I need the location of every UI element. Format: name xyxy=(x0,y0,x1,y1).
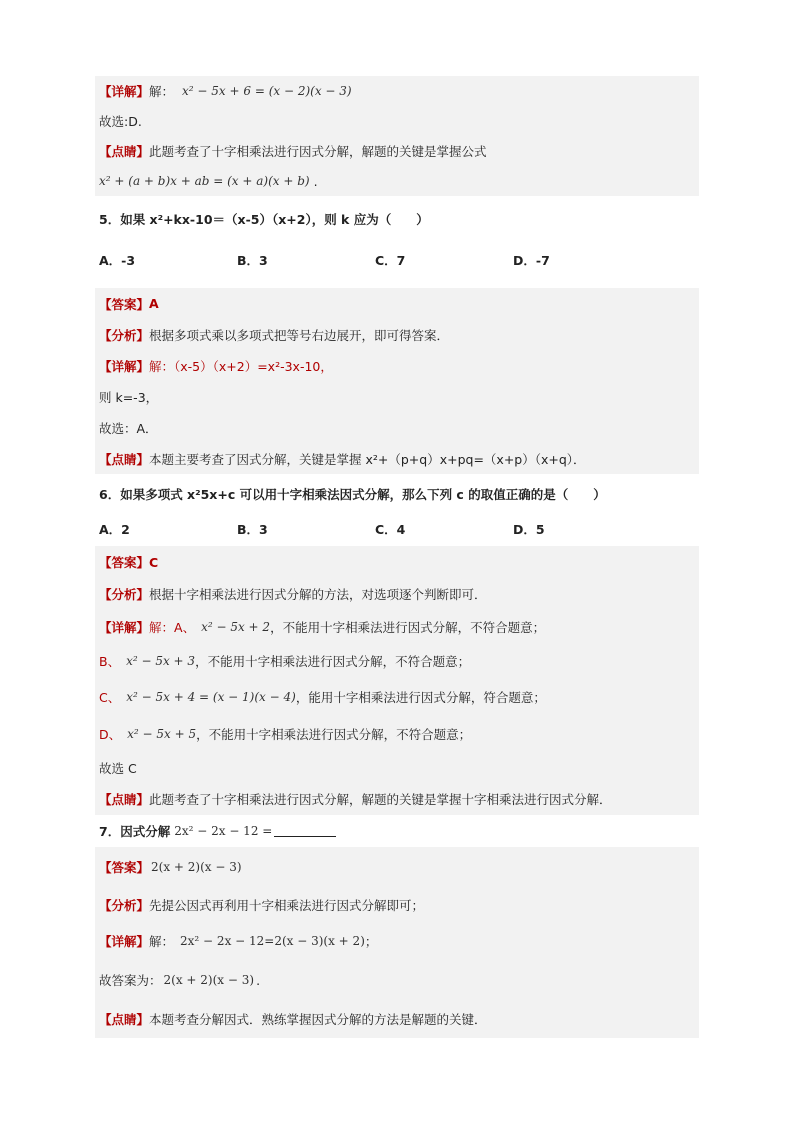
answer-tag: 【答案】 xyxy=(99,555,150,570)
q6-answer: C xyxy=(149,554,159,570)
q6-line-b-math: x² − 5x + 3 xyxy=(126,653,196,668)
q5-line2: 则 k=-3， xyxy=(99,389,159,405)
answer-blank xyxy=(274,825,336,837)
q7-detail-end: ； xyxy=(364,934,378,949)
analysis-tag: 【分析】 xyxy=(99,327,150,343)
q6-line-d-text: ，不能用十字相乘法进行因式分解，不符合题意； xyxy=(196,727,472,742)
q6-line-c-text: ，能用十字相乘法进行因式分解，符合题意； xyxy=(295,690,546,705)
q5-question-text: 5．如果 x²+kx-10＝（x-5）（x+2），则 k 应为（ ） xyxy=(99,212,429,227)
q5-option-d: D．-7 xyxy=(513,253,550,268)
q6-solution-block xyxy=(95,546,699,815)
q6-line-b-text: ，不能用十字相乘法进行因式分解，不符合题意； xyxy=(195,653,471,669)
q7-final-end: . xyxy=(256,972,261,988)
q5-comment: 本题主要考查了因式分解，关键是掌握 x²+（p+q）x+pq=（x+p）（x+q）． xyxy=(149,451,586,467)
detail-tag: 【详解】 xyxy=(99,619,150,635)
detail-prefix: 解： xyxy=(149,84,175,99)
document-page xyxy=(95,76,699,1038)
q6-choice: 故选 C xyxy=(99,760,137,776)
answer-tag: 【答案】 xyxy=(99,296,150,312)
q5-solution-block xyxy=(95,288,699,474)
q6-option-c: C．4 xyxy=(375,522,406,537)
q5-options xyxy=(95,240,699,280)
q6-line-d-math: x² − 5x + 5 xyxy=(127,727,197,741)
analysis-tag: 【分析】 xyxy=(99,587,150,602)
q6-option-b: B．3 xyxy=(237,522,268,537)
comment-tag: 【点睛】 xyxy=(99,144,150,159)
q6-line-c-math: x² − 5x + 4 = (x − 1)(x − 4) xyxy=(126,690,296,704)
q7-detail-prefix: 解： xyxy=(149,934,175,949)
detail-tag: 【详解】 xyxy=(99,358,150,374)
q7-question-math: 2x² − 2x − 12 = xyxy=(174,824,273,838)
q7-analysis: 先提公因式再利用十字相乘法进行因式分解即可； xyxy=(149,897,425,913)
q6-analysis: 根据十字相乘法进行因式分解的方法，对选项逐个判断即可． xyxy=(149,587,487,602)
detail-tag: 【详解】 xyxy=(99,934,150,949)
q5-answer: A xyxy=(149,296,159,311)
comment-tag: 【点睛】 xyxy=(99,451,150,467)
q6-question-text: 6．如果多项式 x²5x+c 可以用十字相乘法因式分解，那么下列 c 的取值正确的是（ ） xyxy=(99,487,606,502)
q6-option-d: D．5 xyxy=(513,522,545,537)
q6-line-d-label: D、 xyxy=(99,727,122,742)
q5-choice: 故选：A． xyxy=(99,420,158,436)
comment-tag: 【点睛】 xyxy=(99,1012,150,1027)
analysis-tag: 【分析】 xyxy=(99,897,150,913)
q5-option-b: B．3 xyxy=(237,253,268,268)
q6-option-a: A．2 xyxy=(99,522,130,537)
q5-analysis: 根据多项式乘以多项式把等号右边展开，即可得答案． xyxy=(149,327,450,343)
comment-formula: x² + (a + b)x + ab = (x + a)(x + b) xyxy=(99,174,310,188)
q6-comment: 此题考查了十字相乘法进行因式分解，解题的关键是掌握十字相乘法进行因式分解． xyxy=(149,792,612,807)
q6-detail-prefix: 解：A、 xyxy=(149,619,196,635)
comment-tag: 【点睛】 xyxy=(99,792,150,807)
q5-option-a: A．-3 xyxy=(99,253,136,268)
q4-solution-block xyxy=(95,76,699,196)
q7-final-prefix: 故答案为： xyxy=(99,973,162,988)
detail-tag: 【详解】 xyxy=(99,84,150,99)
q6-line-c-label: C、 xyxy=(99,690,121,705)
q7-final-math: 2(x + 2)(x − 3) xyxy=(163,973,255,987)
choice-text: 故选:D. xyxy=(99,114,142,129)
q5-detail: 解：（x-5）（x+2）=x²-3x-10， xyxy=(149,358,333,374)
q7-comment: 本题考查分解因式．熟练掌握因式分解的方法是解题的关键． xyxy=(149,1012,487,1027)
q7-question xyxy=(95,815,699,847)
q7-answer: 2(x + 2)(x − 3) xyxy=(151,860,242,874)
detail-math: x² − 5x + 6 = (x − 2)(x − 3) xyxy=(182,84,352,98)
q5-question xyxy=(95,196,699,240)
q7-solution-block xyxy=(95,847,699,1038)
q6-line-a-text: ，不能用十字相乘法进行因式分解，不符合题意； xyxy=(270,619,546,635)
q6-options xyxy=(95,514,699,544)
q6-question xyxy=(95,474,699,514)
q7-question-prefix: 7．因式分解 xyxy=(99,824,171,839)
q5-option-c: C．7 xyxy=(375,253,406,268)
comment-end: . xyxy=(313,173,318,189)
comment-text: 此题考查了十字相乘法进行因式分解，解题的关键是掌握公式 xyxy=(149,144,487,159)
q7-detail-math: 2x² − 2x − 12=2(x − 3)(x + 2) xyxy=(180,934,365,948)
answer-tag: 【答案】 xyxy=(99,860,150,875)
q6-line-a-math: x² − 5x + 2 xyxy=(201,619,271,634)
q6-line-b-label: B、 xyxy=(99,653,121,669)
